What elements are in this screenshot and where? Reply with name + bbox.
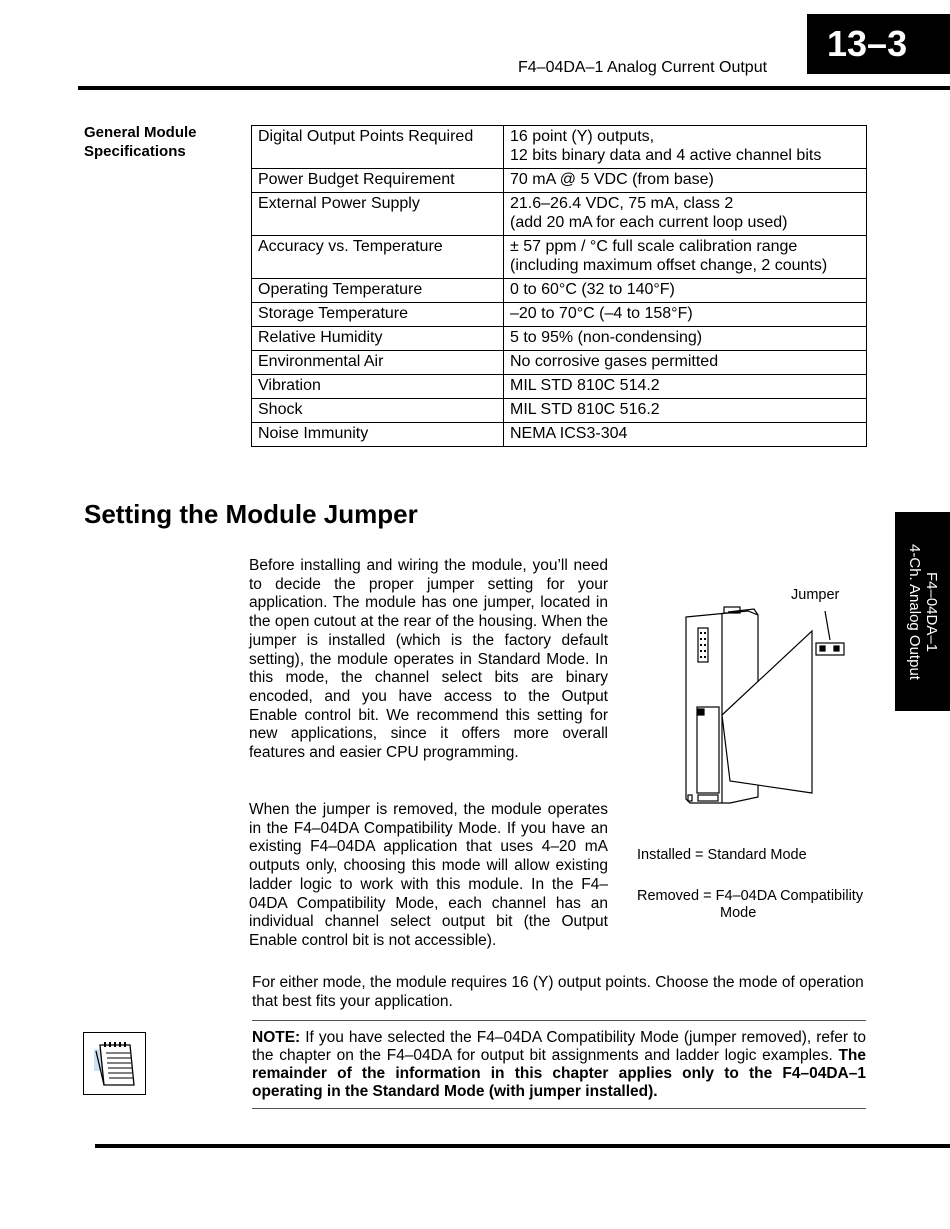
spec-label: Environmental Air <box>252 351 504 375</box>
spec-value: 21.6–26.4 VDC, 75 mA, class 2 (add 20 mA for each current loop used) <box>504 193 867 236</box>
spec-label: External Power Supply <box>252 193 504 236</box>
side-tab-line2: 4-Ch. Analog Output <box>905 543 923 680</box>
body-paragraph-3: For either mode, the module requires 16 (Y) output points. Choose the mode of operation that best fits your application. <box>252 974 864 1010</box>
removed-mode-label: Removed = F4–04DA Compatibility Mode <box>637 888 864 921</box>
table-row <box>252 279 867 303</box>
table-row <box>252 351 867 375</box>
note-top-rule <box>252 1020 866 1021</box>
table-row <box>252 399 867 423</box>
jumper-label: Jumper <box>791 587 840 603</box>
table-row <box>252 303 867 327</box>
spec-heading-line2: Specifications <box>84 143 186 160</box>
spec-value: ± 57 ppm / °C full scale calibration range (including maximum offset change, 2 counts) <box>504 236 867 279</box>
body-paragraph-1: Before installing and wiring the module, you’ll need to decide the proper jumper setting for your application. The module has one jumper, located in the open cutout at the rear of the housing. When the jumper is installed (which is the factory default setting), the module operates in Standard Mode. In this mode, the channel select bits are binary encoded, and you have access to the Output Enable control bit. We recommend this setting for new applications, since it offers more overall features and easier CPU programming. <box>249 557 608 762</box>
note-bottom-rule <box>252 1108 866 1109</box>
body-paragraph-2: When the jumper is removed, the module operates in the F4–04DA Compatibility Mode. If you have an existing F4–04DA application that uses 4–20 mA outputs only, choosing this mode will allow existing ladder logic to work with this module. In the F4–04DA Compatibility Mode, each channel has an individual channel select output bit (the Output Enable control bit is not accessible). <box>249 801 608 949</box>
installed-mode-label: Installed = Standard Mode <box>637 847 807 863</box>
note-lead: NOTE: <box>252 1029 301 1046</box>
spec-value: No corrosive gases permitted <box>504 351 867 375</box>
spec-table <box>251 125 867 447</box>
chapter-side-tab <box>895 512 950 711</box>
spec-value: 16 point (Y) outputs, 12 bits binary data and 4 active channel bits <box>504 126 867 169</box>
jumper-block <box>816 611 844 655</box>
spec-value: MIL STD 810C 516.2 <box>504 399 867 423</box>
table-row <box>252 126 867 169</box>
module-jumper-illustration <box>630 585 890 815</box>
note-text <box>252 1029 866 1101</box>
note-emphasis: The remainder of the information in this chapter applies only to the F4–04DA–1 operating in the Standard Mode (with jumper installed). <box>252 1047 866 1100</box>
spec-label: Storage Temperature <box>252 303 504 327</box>
header-rule <box>78 86 950 90</box>
spec-value: 70 mA @ 5 VDC (from base) <box>504 169 867 193</box>
side-tab-line1: F4–04DA–1 <box>922 571 940 652</box>
spec-label: Digital Output Points Required <box>252 126 504 169</box>
spec-value: –20 to 70°C (–4 to 158°F) <box>504 303 867 327</box>
spec-heading <box>84 123 234 161</box>
spec-value: 5 to 95% (non-condensing) <box>504 327 867 351</box>
spec-value: 0 to 60°C (32 to 140°F) <box>504 279 867 303</box>
table-row <box>252 193 867 236</box>
footer-rule <box>95 1144 950 1148</box>
spec-label: Accuracy vs. Temperature <box>252 236 504 279</box>
chapter-number: 13–3 <box>807 14 950 74</box>
spec-label: Relative Humidity <box>252 327 504 351</box>
notepad-icon <box>83 1032 146 1095</box>
table-row <box>252 236 867 279</box>
note-body: If you have selected the F4–04DA Compatibility Mode (jumper removed), refer to the chapter on the F4–04DA for output bit assignments and ladder logic examples. <box>252 1029 866 1064</box>
spec-heading-line1: General Module <box>84 124 197 141</box>
table-row <box>252 423 867 447</box>
spec-value: MIL STD 810C 514.2 <box>504 375 867 399</box>
spec-label: Power Budget Requirement <box>252 169 504 193</box>
spec-label: Noise Immunity <box>252 423 504 447</box>
spec-label: Vibration <box>252 375 504 399</box>
section-title: Setting the Module Jumper <box>84 499 418 529</box>
table-row <box>252 375 867 399</box>
table-row <box>252 169 867 193</box>
running-header: F4–04DA–1 Analog Current Output <box>518 59 768 76</box>
spec-label: Shock <box>252 399 504 423</box>
table-row <box>252 327 867 351</box>
spec-label: Operating Temperature <box>252 279 504 303</box>
spec-value: NEMA ICS3-304 <box>504 423 867 447</box>
